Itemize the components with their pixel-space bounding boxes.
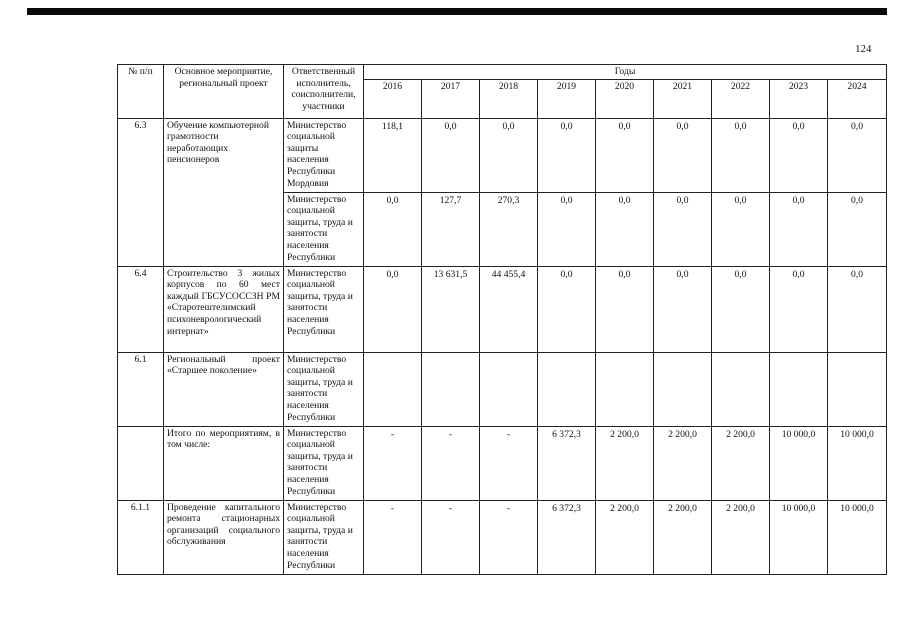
- value-cell: 0,0: [770, 192, 828, 266]
- value-cell: 2 200,0: [712, 500, 770, 574]
- value-cell: 0,0: [654, 118, 712, 192]
- value-cell: 10 000,0: [828, 500, 887, 574]
- header-years: Годы: [364, 65, 887, 80]
- value-cell: -: [480, 426, 538, 500]
- row-measure: Проведение капитального ремонта стационарных организаций социального обслуживания: [164, 500, 284, 574]
- year-header: 2018: [480, 79, 538, 118]
- year-header: 2016: [364, 79, 422, 118]
- value-cell: 2 200,0: [654, 500, 712, 574]
- header-executor: Ответственный исполнитель, соисполнители, участники: [284, 65, 364, 119]
- table-row: [118, 500, 887, 574]
- value-cell: [480, 352, 538, 426]
- value-cell: [770, 352, 828, 426]
- row-measure: Региональный проект «Старшее поколение»: [164, 352, 284, 426]
- value-cell: [422, 352, 480, 426]
- year-header: 2019: [538, 79, 596, 118]
- value-cell: 118,1: [364, 118, 422, 192]
- row-num: 6.3: [118, 118, 164, 266]
- year-header: 2022: [712, 79, 770, 118]
- value-cell: [654, 352, 712, 426]
- value-cell: 0,0: [480, 118, 538, 192]
- value-cell: -: [422, 426, 480, 500]
- value-cell: 2 200,0: [596, 426, 654, 500]
- value-cell: 0,0: [364, 266, 422, 352]
- year-header: 2024: [828, 79, 887, 118]
- row-executor: Министерство социальной защиты, труда и занятости населения Республики: [284, 266, 364, 352]
- row-num: 6.1: [118, 352, 164, 426]
- table-row: [118, 426, 887, 500]
- value-cell: 0,0: [770, 118, 828, 192]
- row-num: 6.4: [118, 266, 164, 352]
- value-cell: 10 000,0: [828, 426, 887, 500]
- value-cell: 6 372,3: [538, 426, 596, 500]
- value-cell: -: [364, 426, 422, 500]
- value-cell: 0,0: [596, 118, 654, 192]
- program-table: [117, 64, 887, 575]
- value-cell: 0,0: [538, 192, 596, 266]
- value-cell: 0,0: [654, 266, 712, 352]
- row-executor: Министерство социальной защиты, труда и занятости населения Республики: [284, 352, 364, 426]
- value-cell: 6 372,3: [538, 500, 596, 574]
- row-executor: Министерство социальной защиты, труда и занятости населения Республики: [284, 192, 364, 266]
- row-executor: Министерство социальной защиты, труда и занятости населения Республики: [284, 426, 364, 500]
- value-cell: [828, 352, 887, 426]
- value-cell: 10 000,0: [770, 426, 828, 500]
- value-cell: 0,0: [422, 118, 480, 192]
- top-border-bar: [27, 8, 887, 15]
- value-cell: 0,0: [596, 192, 654, 266]
- row-executor: Министерство социальной защиты, труда и занятости населения Республики: [284, 500, 364, 574]
- value-cell: 0,0: [364, 192, 422, 266]
- row-measure: Обучение компьютерной грамотности неработающих пенсионеров: [164, 118, 284, 266]
- row-measure: Строительство 3 жилых корпусов по 60 мест каждый ГБСУСОССЗН РМ «Старотештелимский психоневрологический интернат»: [164, 266, 284, 352]
- year-header: 2017: [422, 79, 480, 118]
- value-cell: 2 200,0: [596, 500, 654, 574]
- value-cell: [712, 352, 770, 426]
- value-cell: 0,0: [538, 118, 596, 192]
- value-cell: 0,0: [770, 266, 828, 352]
- value-cell: 0,0: [828, 266, 887, 352]
- table-row: [118, 352, 887, 426]
- table-row: [118, 266, 887, 352]
- value-cell: 0,0: [828, 192, 887, 266]
- value-cell: 13 631,5: [422, 266, 480, 352]
- row-measure: Итого по мероприятиям, в том числе:: [164, 426, 284, 500]
- header-measure: Основное мероприятие, региональный проект: [164, 65, 284, 119]
- value-cell: -: [480, 500, 538, 574]
- value-cell: 127,7: [422, 192, 480, 266]
- year-header: 2020: [596, 79, 654, 118]
- value-cell: -: [422, 500, 480, 574]
- page-number: 124: [855, 43, 872, 55]
- header-row-1: [118, 65, 887, 80]
- value-cell: 44 455,4: [480, 266, 538, 352]
- value-cell: -: [364, 500, 422, 574]
- value-cell: 0,0: [654, 192, 712, 266]
- value-cell: 2 200,0: [712, 426, 770, 500]
- row-executor: Министерство социальной защиты населения Республики Мордовия: [284, 118, 364, 192]
- value-cell: [538, 352, 596, 426]
- value-cell: 0,0: [538, 266, 596, 352]
- value-cell: 0,0: [596, 266, 654, 352]
- year-header: 2021: [654, 79, 712, 118]
- value-cell: 10 000,0: [770, 500, 828, 574]
- value-cell: [364, 352, 422, 426]
- value-cell: 0,0: [828, 118, 887, 192]
- value-cell: 0,0: [712, 192, 770, 266]
- table-row: [118, 118, 887, 192]
- year-header: 2023: [770, 79, 828, 118]
- value-cell: [596, 352, 654, 426]
- row-num: [118, 426, 164, 500]
- value-cell: 2 200,0: [654, 426, 712, 500]
- value-cell: 0,0: [712, 118, 770, 192]
- row-num: 6.1.1: [118, 500, 164, 574]
- value-cell: 0,0: [712, 266, 770, 352]
- header-num: № п/п: [118, 65, 164, 119]
- value-cell: 270,3: [480, 192, 538, 266]
